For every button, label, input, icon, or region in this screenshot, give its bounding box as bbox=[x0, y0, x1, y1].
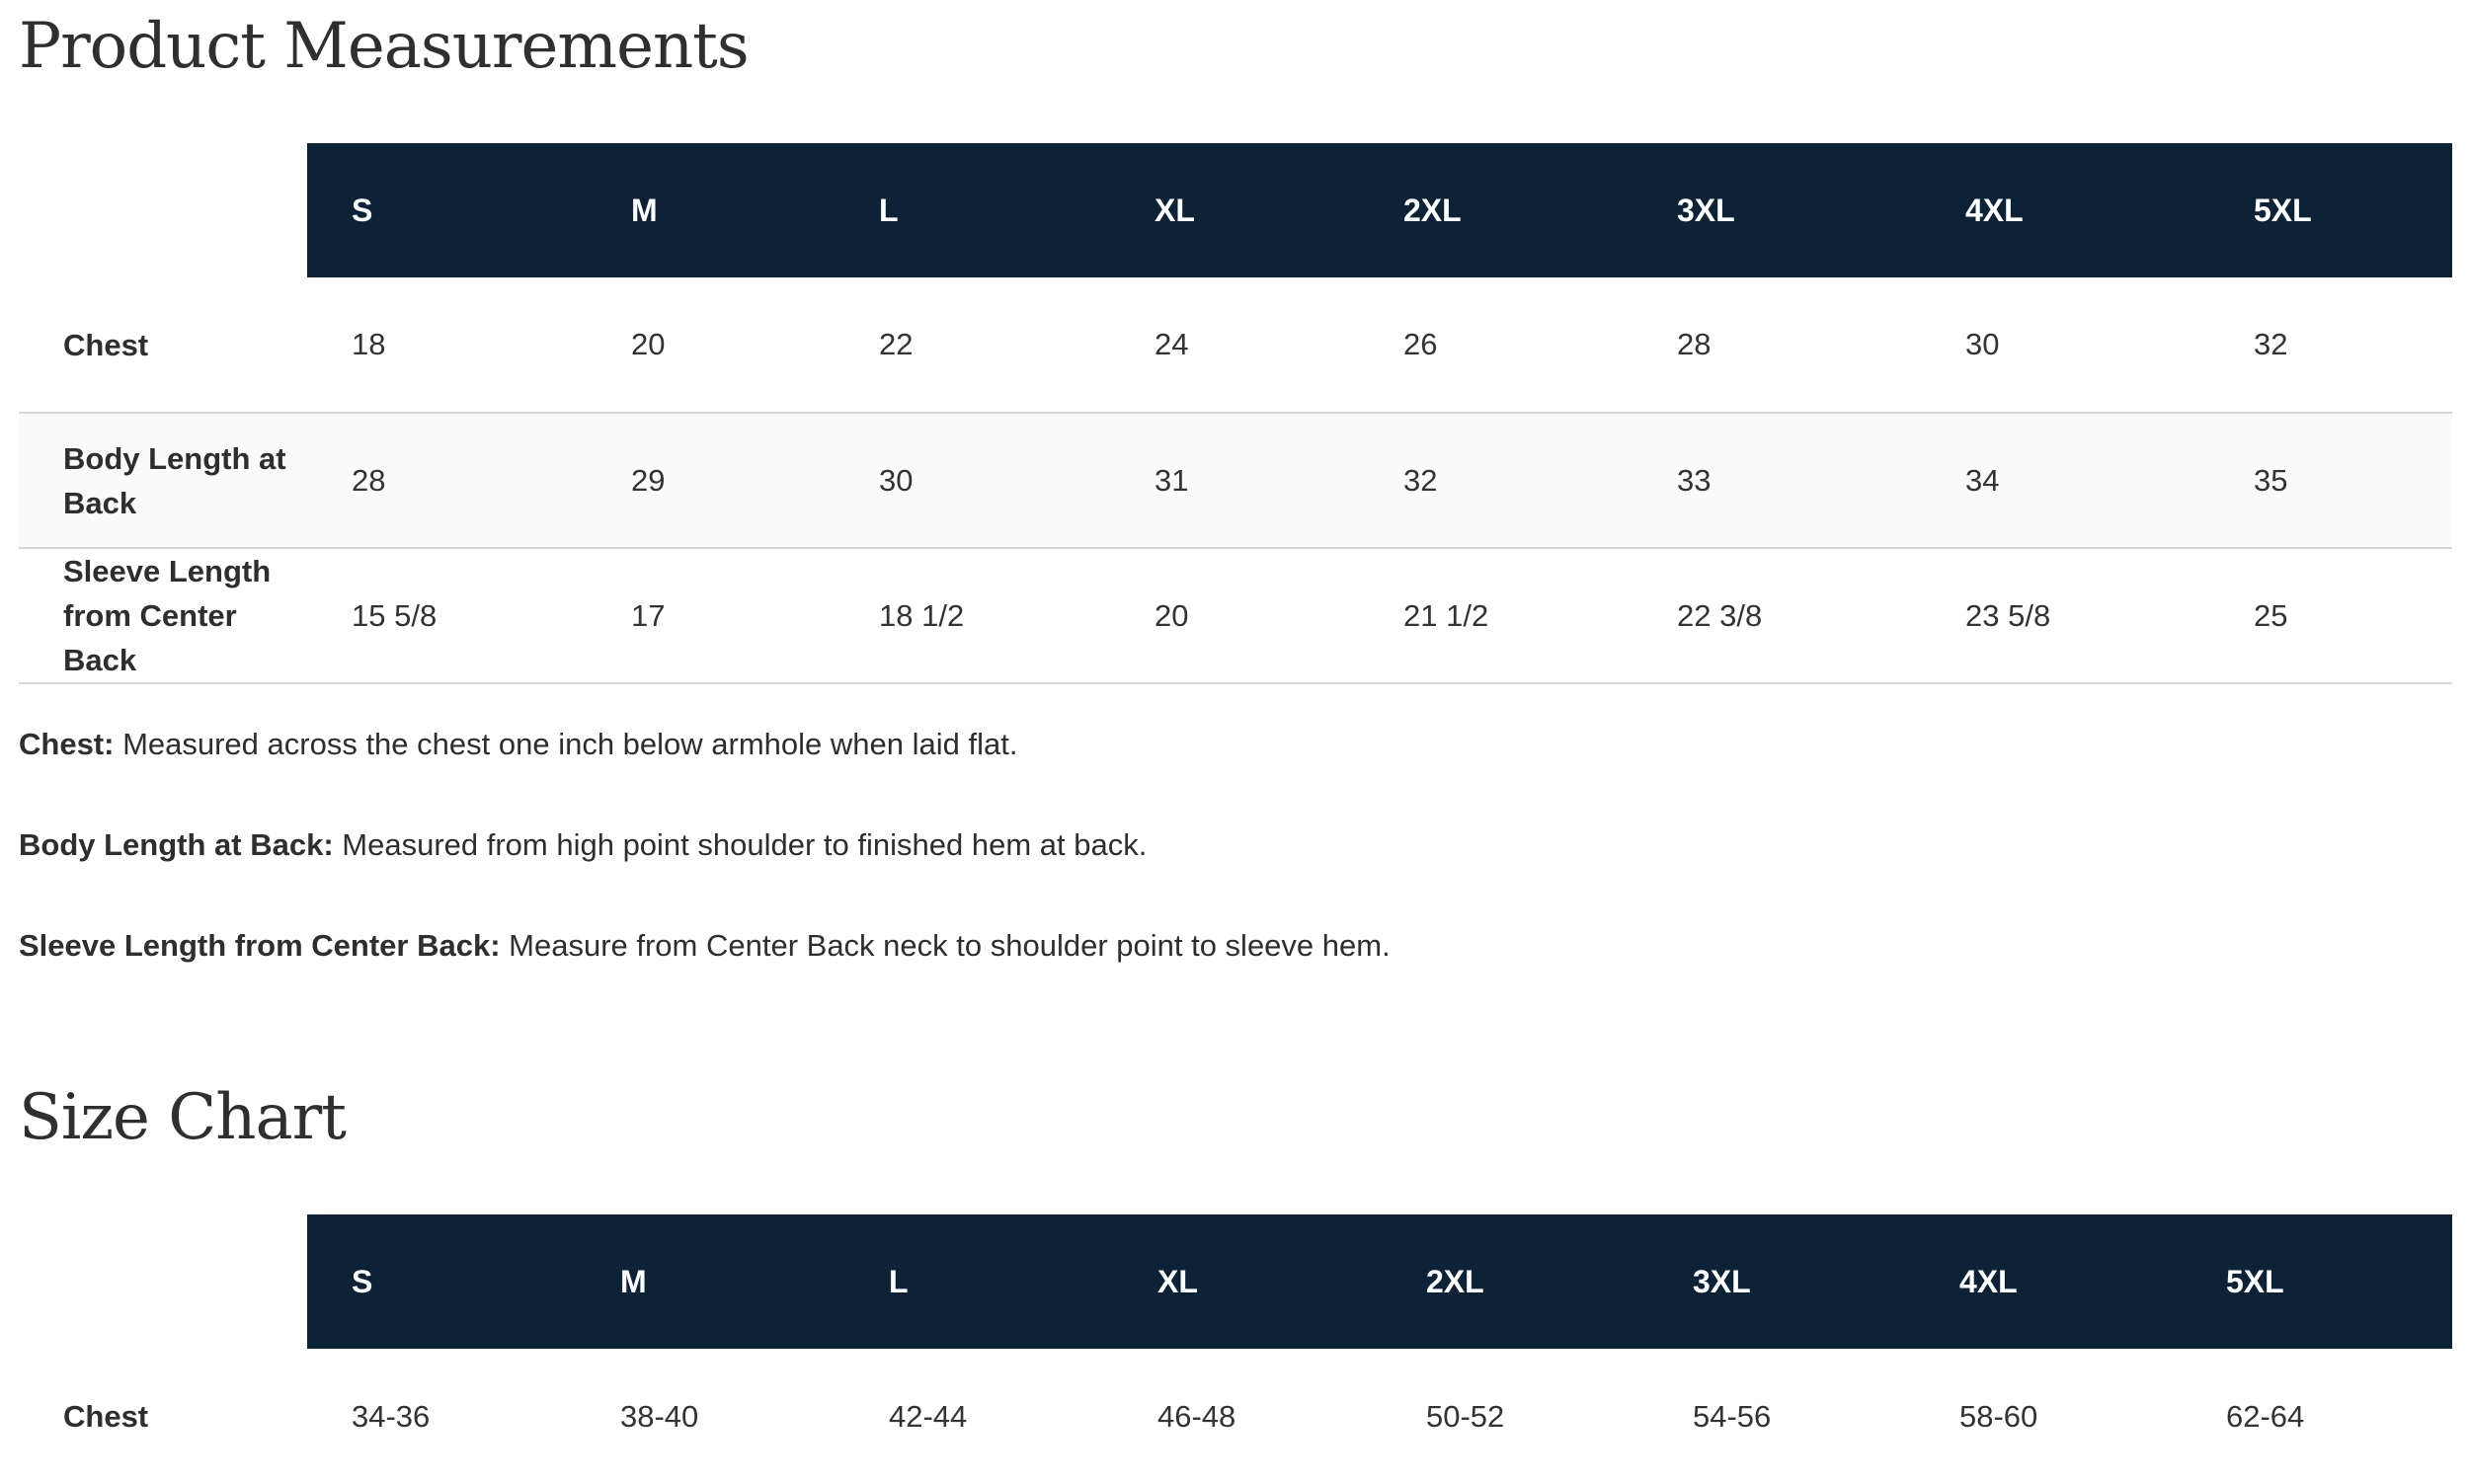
size-header-cell: M bbox=[587, 143, 835, 277]
table-cell: 22 3/8 bbox=[1677, 597, 1763, 633]
note-sleeve-length bbox=[19, 927, 2389, 965]
note-text: Measured from high point shoulder to finished hem at back. bbox=[333, 827, 1148, 862]
size-header-cell: 5XL bbox=[2182, 1214, 2452, 1349]
size-header-cell: XL bbox=[1110, 143, 1359, 277]
size-header-cell: 4XL bbox=[1921, 143, 2209, 277]
table-cell: 58-60 bbox=[1959, 1398, 2038, 1434]
product-measurements-title: Product Measurements bbox=[19, 10, 749, 83]
measurement-notes bbox=[19, 726, 2389, 1028]
note-chest bbox=[19, 726, 2389, 763]
table-cell: 17 bbox=[631, 597, 666, 633]
table-row bbox=[19, 277, 2452, 413]
note-body-length bbox=[19, 826, 2389, 864]
size-chart-title: Size Chart bbox=[19, 1081, 346, 1154]
size-header-cell: 4XL bbox=[1915, 1214, 2182, 1349]
table-cell: 38-40 bbox=[620, 1398, 699, 1434]
size-header-cell: M bbox=[576, 1214, 844, 1349]
table-cell: 34 bbox=[1965, 462, 2000, 498]
size-header-row bbox=[19, 143, 2452, 277]
table-cell: 31 bbox=[1155, 462, 1189, 498]
table-cell: 46-48 bbox=[1157, 1398, 1236, 1434]
size-header-cell: L bbox=[835, 143, 1110, 277]
size-header-cell: 3XL bbox=[1648, 1214, 1915, 1349]
table-cell: 62-64 bbox=[2226, 1398, 2305, 1434]
note-text: Measured across the chest one inch below armhole when laid flat. bbox=[114, 727, 1018, 761]
row-label: Sleeve Length from Center Back bbox=[63, 554, 272, 677]
table-cell: 20 bbox=[631, 327, 666, 361]
table-cell: 21 1/2 bbox=[1403, 597, 1489, 633]
size-header-cell: 2XL bbox=[1382, 1214, 1648, 1349]
row-label: Body Length at Back bbox=[63, 440, 286, 520]
product-measurements-table bbox=[19, 143, 2452, 684]
size-header-cell: XL bbox=[1113, 1214, 1382, 1349]
table-cell: 26 bbox=[1403, 327, 1438, 361]
table-cell: 22 bbox=[879, 327, 914, 361]
table-row bbox=[19, 1349, 2452, 1484]
table-cell: 24 bbox=[1155, 327, 1189, 361]
table-cell: 32 bbox=[2254, 327, 2288, 361]
note-term: Sleeve Length from Center Back: bbox=[19, 928, 501, 963]
table-cell: 25 bbox=[2254, 597, 2288, 633]
header-corner bbox=[19, 1214, 307, 1349]
note-text: Measure from Center Back neck to shoulder point to sleeve hem. bbox=[500, 928, 1391, 963]
table-cell: 54-56 bbox=[1693, 1398, 1772, 1434]
table-cell: 18 bbox=[352, 327, 386, 361]
table-row bbox=[19, 548, 2452, 683]
header-corner bbox=[19, 143, 307, 277]
table-cell: 42-44 bbox=[889, 1398, 968, 1434]
note-term: Chest: bbox=[19, 727, 115, 761]
size-header-cell: 2XL bbox=[1359, 143, 1633, 277]
table-cell: 30 bbox=[1965, 327, 2000, 361]
table-cell: 32 bbox=[1403, 462, 1438, 498]
size-header-cell: 5XL bbox=[2209, 143, 2452, 277]
table-cell: 28 bbox=[1677, 327, 1712, 361]
table-cell: 29 bbox=[631, 462, 666, 498]
table-cell: 30 bbox=[879, 462, 914, 498]
size-header-cell: L bbox=[844, 1214, 1113, 1349]
table-cell: 18 1/2 bbox=[879, 597, 965, 633]
table-cell: 33 bbox=[1677, 462, 1712, 498]
table-cell: 23 5/8 bbox=[1965, 597, 2051, 633]
table-cell: 34-36 bbox=[352, 1398, 431, 1434]
size-header-cell: S bbox=[307, 143, 587, 277]
size-header-cell: S bbox=[307, 1214, 576, 1349]
note-term: Body Length at Back: bbox=[19, 827, 334, 862]
table-cell: 35 bbox=[2254, 462, 2288, 498]
table-cell: 20 bbox=[1155, 597, 1189, 633]
row-label: Chest bbox=[63, 1399, 149, 1434]
table-cell: 50-52 bbox=[1426, 1398, 1505, 1434]
row-label: Chest bbox=[63, 327, 149, 362]
table-cell: 15 5/8 bbox=[352, 597, 438, 633]
size-chart-table bbox=[19, 1214, 2452, 1484]
size-header-cell: 3XL bbox=[1633, 143, 1921, 277]
size-header-row bbox=[19, 1214, 2452, 1349]
table-row bbox=[19, 413, 2452, 548]
table-cell: 28 bbox=[352, 462, 386, 498]
